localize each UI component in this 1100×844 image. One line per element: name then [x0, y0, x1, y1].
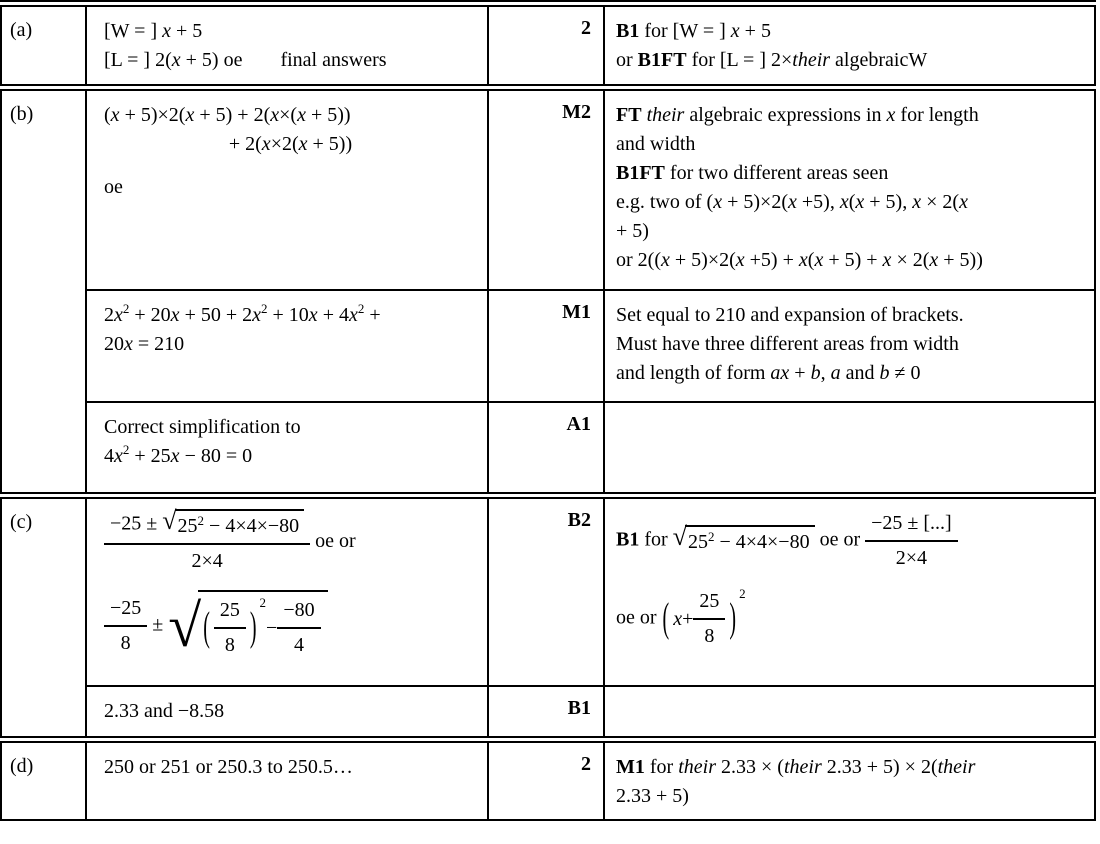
table-row	[1, 402, 1095, 496]
paren-content	[211, 596, 249, 660]
right-paren: )	[249, 604, 257, 650]
math-line: [W = ] x + 5	[104, 20, 203, 42]
math-line: M1 for their 2.33 × (their 2.33 + 5) × 2(their	[616, 756, 976, 778]
table-row	[1, 4, 1095, 88]
fraction	[104, 594, 147, 658]
answer-cell	[86, 402, 488, 496]
math-line: [L = ] 2(x + 5) oe final answers	[104, 49, 387, 71]
guidance-cell	[604, 290, 1095, 402]
radicand: $25^2 - 4\times 4\times-80$	[175, 509, 305, 541]
square-root	[672, 522, 815, 557]
guidance-cell	[604, 4, 1095, 88]
guidance-cell	[604, 402, 1095, 496]
left-paren: (	[203, 604, 210, 650]
radical-sign: √	[162, 506, 177, 535]
fraction	[104, 506, 310, 576]
math-line: B1 for [W = ] x + 5	[616, 20, 771, 42]
fraction-numerator: 25	[219, 599, 240, 621]
answer-cell	[86, 4, 488, 88]
mark-cell	[488, 402, 604, 496]
right-paren: )	[729, 595, 737, 641]
radicand: ( $\frac{25}{8}$ ) 2 − $\frac{-80}{4}$	[198, 590, 327, 662]
left-paren: (	[662, 595, 670, 641]
fraction-denominator: 4	[277, 627, 320, 660]
table-row	[1, 740, 1095, 821]
mark-code-text: B1FT	[637, 49, 687, 71]
math-line: oe or ( x + $\frac{25}{8}$ ) 2	[616, 587, 1084, 651]
mark-value: B1	[567, 696, 591, 719]
mark-code-text: B1FT	[616, 162, 665, 184]
part-label-cell	[1, 4, 86, 88]
answer-cell	[86, 496, 488, 686]
paren-exponent: 2	[739, 586, 746, 601]
math-line: Set equal to 210 and expansion of brackets.	[616, 303, 964, 326]
paren-group	[662, 587, 746, 651]
fraction-denominator: 8	[104, 625, 147, 658]
fraction	[277, 596, 320, 660]
answer-cell	[86, 88, 488, 290]
fraction-denominator: 2×4	[104, 543, 310, 576]
table-body	[1, 4, 1095, 821]
mark-code-text: FT	[616, 104, 642, 126]
square-root	[162, 506, 304, 541]
answer-cell	[86, 290, 488, 402]
fraction	[865, 509, 958, 573]
mark-value: 2	[581, 753, 591, 775]
math-line: $\frac{-25}{8}$ ± √ ( $\frac{25}{8}$ ) 2 − $\frac{-80}{4}$	[104, 590, 477, 662]
math-line: e.g. two of (x + 5)×2(x +5), x(x + 5), x × 2(x	[616, 191, 968, 213]
math-line: $2x^2 + 20x + 50 + 2x^2 + 10x + 4x^2$ +	[104, 301, 381, 326]
math-line: −25 ± √ $25^2 - 4\times 4\times-80$ 2×4 oe or	[104, 509, 477, 576]
math-line: FT their algebraic expressions in x for length	[616, 104, 979, 126]
guidance-cell	[604, 496, 1095, 686]
paren-exponent: 2	[259, 595, 267, 610]
mark-value: M1	[562, 300, 591, 323]
math-line: Must have three different areas from width	[616, 332, 959, 355]
answer-cell	[86, 686, 488, 740]
mark-value: B2	[567, 509, 591, 531]
math-line: or 2((x + 5)×2(x +5) + x(x + 5) + x × 2(x + 5))	[616, 249, 983, 271]
mark-code-text: B1	[616, 20, 640, 42]
math-line: $4x^2 + 25x - 80 = 0$	[104, 442, 253, 467]
guidance-cell	[604, 88, 1095, 290]
math-line: + 2(x×2(x + 5))	[228, 133, 353, 155]
guidance-cell	[604, 686, 1095, 740]
part-label-cell	[1, 88, 86, 496]
table-row	[1, 686, 1095, 740]
mark-value: M2	[562, 101, 591, 123]
fraction-denominator: 8	[214, 627, 246, 660]
fraction	[693, 587, 725, 651]
fraction-numerator: 25	[699, 590, 720, 612]
fraction-numerator: −25	[110, 597, 142, 619]
math-line: 2.33 + 5)	[616, 785, 689, 807]
paren-content: x + $\frac{25}{8}$	[670, 587, 728, 651]
fraction-denominator: 2×4	[865, 540, 958, 573]
mark-cell	[488, 686, 604, 740]
fraction	[214, 596, 246, 660]
math-line: and length of form ax + b, a and b ≠ 0	[616, 361, 921, 384]
part-label-cell	[1, 740, 86, 821]
math-line: 20x = 210	[104, 332, 185, 355]
fraction-numerator: −25 ± [...]	[871, 512, 952, 534]
math-line: or B1FT for [L = ] 2×their algebraicW	[616, 49, 928, 71]
math-line: + 5)	[616, 220, 649, 242]
mark-cell	[488, 740, 604, 821]
mark-cell	[488, 496, 604, 686]
table-row	[1, 496, 1095, 686]
math-line: 2.33 and −8.58	[104, 699, 225, 722]
radical-sign: √	[168, 593, 202, 659]
part-label: (d)	[10, 755, 34, 777]
part-label: (b)	[10, 103, 34, 125]
answer-cell	[86, 740, 488, 821]
mark-cell	[488, 290, 604, 402]
fraction-numerator: −25 ± √ $25^2 - 4\times 4\times-80$	[104, 509, 310, 543]
math-line: Correct simplification to	[104, 415, 301, 438]
radical-sign: √	[672, 522, 687, 551]
radicand: $25^2 - 4\times 4\times-80$	[685, 525, 815, 557]
guidance-cell	[604, 740, 1095, 821]
math-line: oe	[104, 176, 123, 198]
fraction-denominator: 8	[693, 618, 725, 651]
part-label: (a)	[10, 19, 33, 41]
table-row	[1, 290, 1095, 402]
paren-group	[202, 596, 266, 660]
mark-cell	[488, 4, 604, 88]
square-root	[168, 590, 327, 662]
mark-cell	[488, 88, 604, 290]
mark-value: 2	[581, 17, 591, 39]
mark-code-text: B1	[616, 528, 640, 551]
mark-code-text: M1	[616, 756, 645, 778]
fraction-numerator: −80	[283, 599, 315, 621]
math-line: and width	[616, 133, 696, 155]
table-row	[1, 88, 1095, 290]
mark-value: A1	[566, 412, 591, 435]
math-line: B1 for √ $25^2 - 4\times 4\times-80$ oe or $\frac{-25 \pm [...]}{2\times 4}$	[616, 509, 1084, 573]
math-line: 250 or 251 or 250.3 to 250.5…	[104, 756, 353, 778]
part-label: (c)	[10, 511, 33, 533]
part-label-cell	[1, 496, 86, 740]
math-line: (x + 5)×2(x + 5) + 2(x×(x + 5))	[104, 104, 351, 126]
math-line: B1FT for two different areas seen	[616, 162, 889, 184]
